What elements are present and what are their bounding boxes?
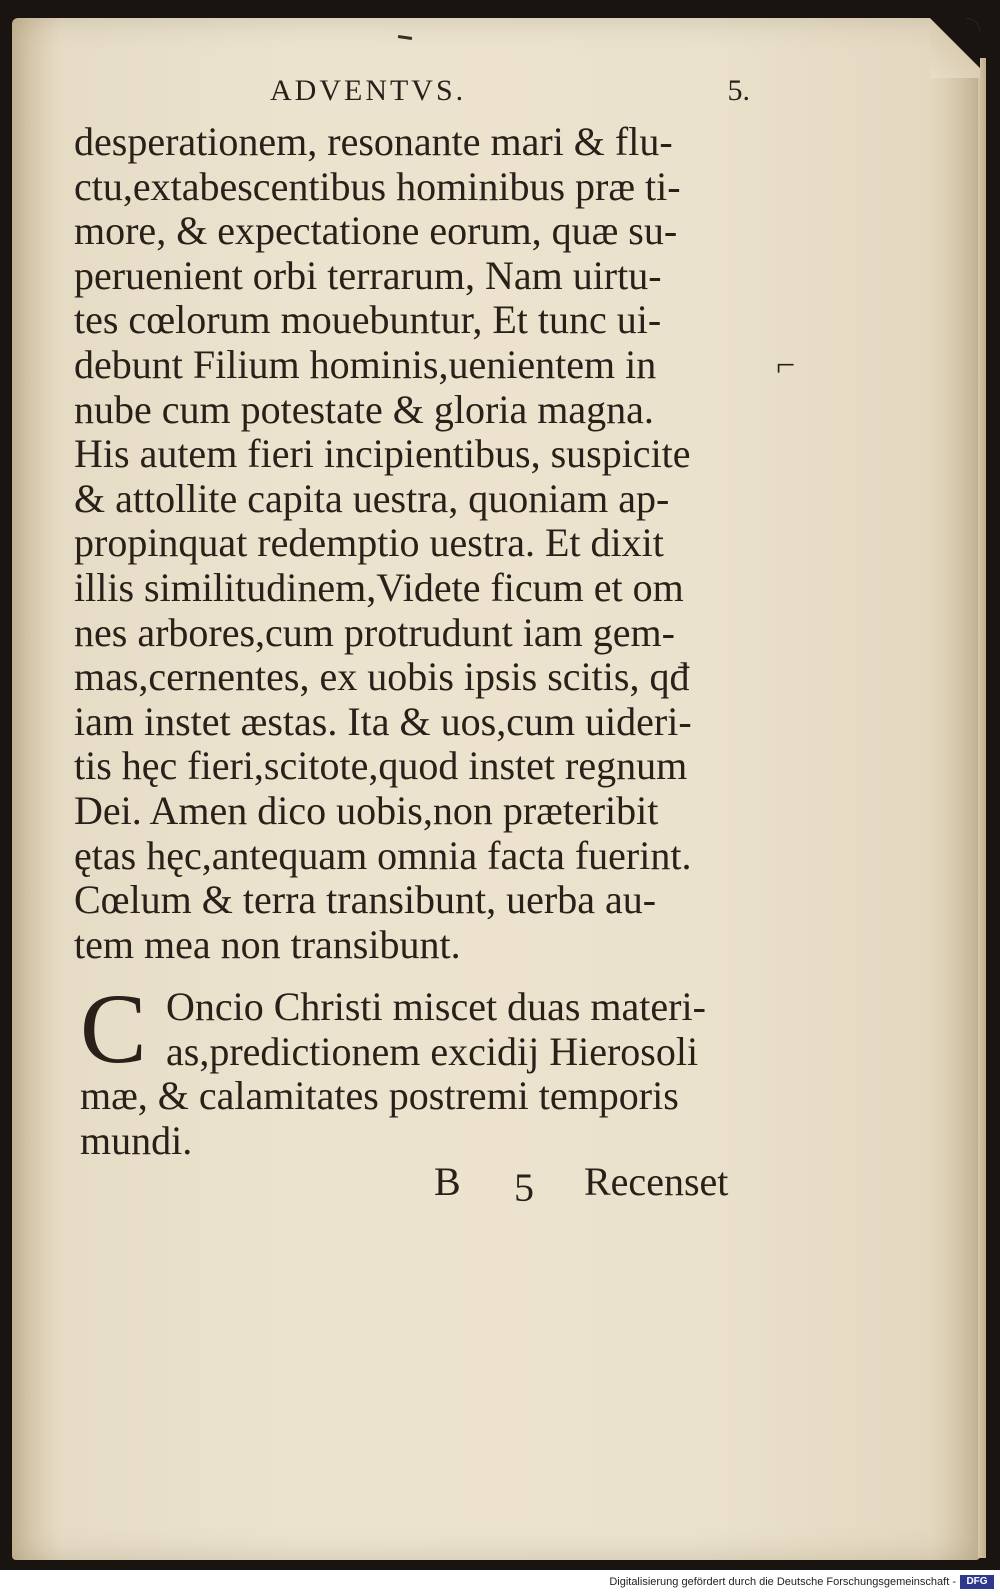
text-line: tem mea non transibunt. <box>74 921 461 967</box>
gloss-line: mundi. <box>80 1117 193 1163</box>
dog-ear-corner <box>930 18 980 78</box>
text-line: illis similitudinem,Videte ficum et om <box>74 564 684 610</box>
text-line: ctu,extabescentibus hominibus præ ti- <box>74 163 681 209</box>
text-line: mas,cernentes, ex uobis ipsis scitis, qđ <box>74 654 690 700</box>
text-line: iam instet æstas. Ita & uos,cum uideri- <box>74 698 692 744</box>
text-line: tes cœlorum mouebuntur, Et tunc ui- <box>74 297 662 343</box>
text-line: ętas hęc,antequam omnia facta fuerint. <box>74 832 692 878</box>
signature-mark: B <box>434 1159 461 1204</box>
text-line: desperationem, resonante mari & flu- <box>74 119 673 164</box>
drop-cap-initial: C <box>80 973 147 1084</box>
text-line: more, & expectatione eorum, quæ su- <box>74 208 678 254</box>
body-text <box>74 120 754 967</box>
gloss-paragraph <box>80 973 760 1163</box>
signature-number: 5 <box>514 1165 534 1210</box>
page-header <box>270 74 750 114</box>
gloss-line: mæ, & calamitates postremi temporis <box>80 1073 679 1119</box>
page-edge <box>978 58 986 1558</box>
text-line: & attollite capita uestra, quoniam ap- <box>74 475 670 521</box>
catchword: Recenset <box>584 1159 729 1204</box>
text-line: tis hęc fieri,scitote,quod instet regnum <box>74 743 688 789</box>
dfg-logo: DFG <box>960 1575 994 1589</box>
text-line: His autem fieri incipientibus, suspicite <box>74 431 691 477</box>
text-line: nes arbores,cum protrudunt iam gem- <box>74 609 675 655</box>
gloss-line: as,predictionem excidij Hierosoli <box>166 1028 699 1074</box>
text-line: nube cum potestate & gloria magna. <box>74 386 654 432</box>
text-line: Cœlum & terra transibunt, uerba au- <box>74 877 657 923</box>
catchline <box>434 1158 754 1210</box>
gloss-line: Oncio Christi miscet duas materi- <box>166 984 706 1029</box>
footer-bar <box>0 1570 1000 1596</box>
page-number: 5. <box>727 74 750 107</box>
text-line: Dei. Amen dico uobis,non præteribit <box>74 787 659 833</box>
funding-credit: Digitalisierung gefördert durch die Deutsche Forschungsgemeinschaft - <box>609 1576 956 1588</box>
text-line: debunt Filium hominis,uenientem in <box>74 341 657 387</box>
text-line: propinquat redemptio uestra. Et dixit <box>74 520 664 566</box>
text-line: peruenient orbi terrarum, Nam uirtu- <box>74 252 662 298</box>
running-title: ADVENTVS. <box>270 74 467 107</box>
margin-bracket-mark: ⌐ <box>776 347 796 384</box>
